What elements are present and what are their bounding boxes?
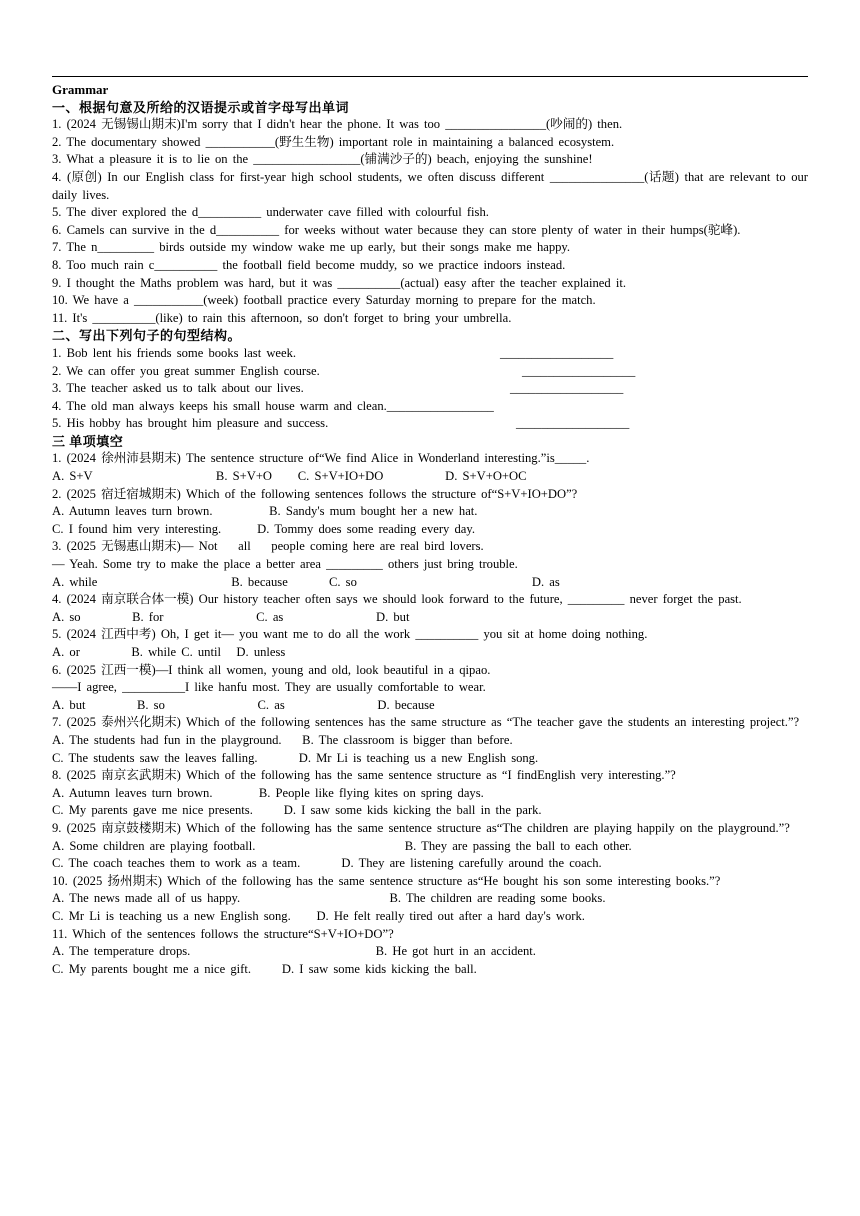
s3-options: A. or B. while C. until D. unless: [52, 645, 286, 659]
s2-sentence: 2. We can offer you great summer English course.: [52, 363, 320, 378]
s3-options: C. Mr Li is teaching us a new English song. D. He felt really tired out after a hard day's work.: [52, 908, 585, 923]
s3-line: 3. (2025 无锡惠山期末)— Not all people coming here are real bird lovers.: [52, 539, 484, 554]
s1-item: 4. (原创) In our English class for first-year high school students, we often discuss different _______________(话题) that are relevant to our daily lives.: [52, 169, 814, 202]
s2-item: [52, 398, 808, 416]
top-rule: [52, 76, 808, 77]
s3-options: A. Autumn leaves turn brown. B. Sandy's mum bought her a new hat.: [52, 504, 478, 519]
s2-answer-blank[interactable]: __________________: [522, 363, 636, 378]
s3-line: 4. (2024 南京联合体一模) Our history teacher often says we should look forward to the future, _________ never forget the past.: [52, 592, 742, 607]
s3-line: 10. (2025 扬州期末) Which of the following has the same sentence structure as“He bought his son some interesting books.”?: [52, 873, 721, 888]
s3-line: 2. (2025 宿迁宿城期末) Which of the following sentences follows the structure of“S+V+IO+DO”?: [52, 486, 578, 501]
s2-item: [52, 363, 808, 381]
s3-options: C. My parents bought me a nice gift. D. I saw some kids kicking the ball.: [52, 961, 477, 976]
s1-item: 5. The diver explored the d__________ underwater cave filled with colourful fish.: [52, 205, 489, 220]
s2-sentence: 4. The old man always keeps his small house warm and clean.: [52, 398, 387, 413]
s2-sentence: 1. Bob lent his friends some books last week.: [52, 345, 297, 360]
s2-sentence: 5. His hobby has brought him pleasure and success.: [52, 416, 329, 431]
s1-item: 8. Too much rain c__________ the football field become muddy, so we practice indoors instead.: [52, 257, 566, 272]
s3-options: A. The students had fun in the playground. B. The classroom is bigger than before.: [52, 732, 513, 747]
section1-heading: 一、根据句意及所给的汉语提示或首字母写出单词: [52, 99, 350, 115]
page-title: Grammar: [52, 82, 109, 97]
s3-line: 9. (2025 南京鼓楼期末) Which of the following has the same sentence structure as“The children are playing happily on the playground.”?: [52, 820, 790, 835]
s2-answer-blank[interactable]: __________________: [516, 416, 630, 431]
s3-options: C. The coach teaches them to work as a team. D. They are listening carefully around the coach.: [52, 856, 602, 871]
s1-item: 2. The documentary showed ___________(野生生物) important role in maintaining a balanced ecosystem.: [52, 134, 615, 149]
s3-line: ——I agree, __________I like hanfu most. They are usually comfortable to wear.: [52, 680, 486, 695]
s3-options: A. S+V B. S+V+O C. S+V+IO+DO D. S+V+O+OC: [52, 469, 527, 484]
s3-options: A. The news made all of us happy. B. The children are reading some books.: [52, 891, 606, 906]
s2-item: [52, 345, 808, 363]
section2-heading: 二、写出下列句子的句型结构。: [52, 328, 242, 344]
s2-sentence: 3. The teacher asked us to talk about our lives.: [52, 381, 304, 396]
s3-line: 11. Which of the sentences follows the structure“S+V+IO+DO”?: [52, 926, 394, 941]
s3-options: A. Some children are playing football. B. They are passing the ball to each other.: [52, 838, 632, 853]
s2-item: [52, 415, 808, 433]
s2-answer-blank[interactable]: __________________: [510, 381, 624, 396]
s3-options: A. The temperature drops. B. He got hurt in an accident.: [52, 944, 536, 959]
s3-options: A. Autumn leaves turn brown. B. People like flying kites on spring days.: [52, 785, 484, 800]
s3-options: C. I found him very interesting. D. Tommy does some reading every day.: [52, 521, 475, 536]
s3-options: C. The students saw the leaves falling. D. Mr Li is teaching us a new English song.: [52, 750, 539, 765]
s3-options: C. My parents gave me nice presents. D. I saw some kids kicking the ball in the park.: [52, 803, 542, 818]
s1-item: 10. We have a ___________(week) football practice every Saturday morning to prepare for the match.: [52, 293, 596, 308]
s3-line: 5. (2024 江西中考) Oh, I get it— you want me to do all the work __________ you sit at home doing nothing.: [52, 627, 648, 642]
worksheet-page: [52, 76, 814, 978]
s2-answer-blank[interactable]: __________________: [500, 345, 614, 360]
s3-options: A. so B. for C. as D. but: [52, 609, 410, 624]
s1-item: 11. It's __________(like) to rain this afternoon, so don't forget to bring your umbrella.: [52, 310, 512, 325]
s1-item: 9. I thought the Maths problem was hard, but it was __________(actual) easy after the teacher explained it.: [52, 275, 626, 290]
s3-line: — Yeah. Some try to make the place a better area _________ others just bring trouble.: [52, 557, 518, 572]
s3-options: A. but B. so C. as D. because: [52, 697, 435, 712]
s3-options: A. while B. because C. so D. as: [52, 574, 560, 589]
s1-item: 3. What a pleasure it is to lie on the _________________(铺满沙子的) beach, enjoying the sunshine!: [52, 152, 593, 167]
s3-line: 8. (2025 南京玄武期末) Which of the following has the same sentence structure as “I findEnglish very interesting.”?: [52, 768, 676, 783]
section3-heading: 三 单项填空: [52, 433, 124, 449]
s1-item: 7. The n_________ birds outside my window wake me up early, but their songs make me happy.: [52, 240, 571, 255]
s3-line: 6. (2025 江西一模)—I think all women, young and old, look beautiful in a qipao.: [52, 662, 491, 677]
s2-answer-blank[interactable]: _________________: [386, 398, 494, 413]
s1-item: 1. (2024 无锡锡山期末)I'm sorry that I didn't hear the phone. It was too ________________(吵闹的) then.: [52, 117, 623, 132]
s2-item: [52, 380, 808, 398]
s3-line: 1. (2024 徐州沛县期末) The sentence structure of“We find Alice in Wonderland interesting.”is_____.: [52, 451, 590, 466]
s3-line: 7. (2025 泰州兴化期末) Which of the following sentences has the same structure as “The teacher gave the students an interesting project.”?: [52, 715, 800, 730]
s1-item: 6. Camels can survive in the d__________ for weeks without water because they can store plenty of water in their humps(驼峰).: [52, 222, 741, 237]
